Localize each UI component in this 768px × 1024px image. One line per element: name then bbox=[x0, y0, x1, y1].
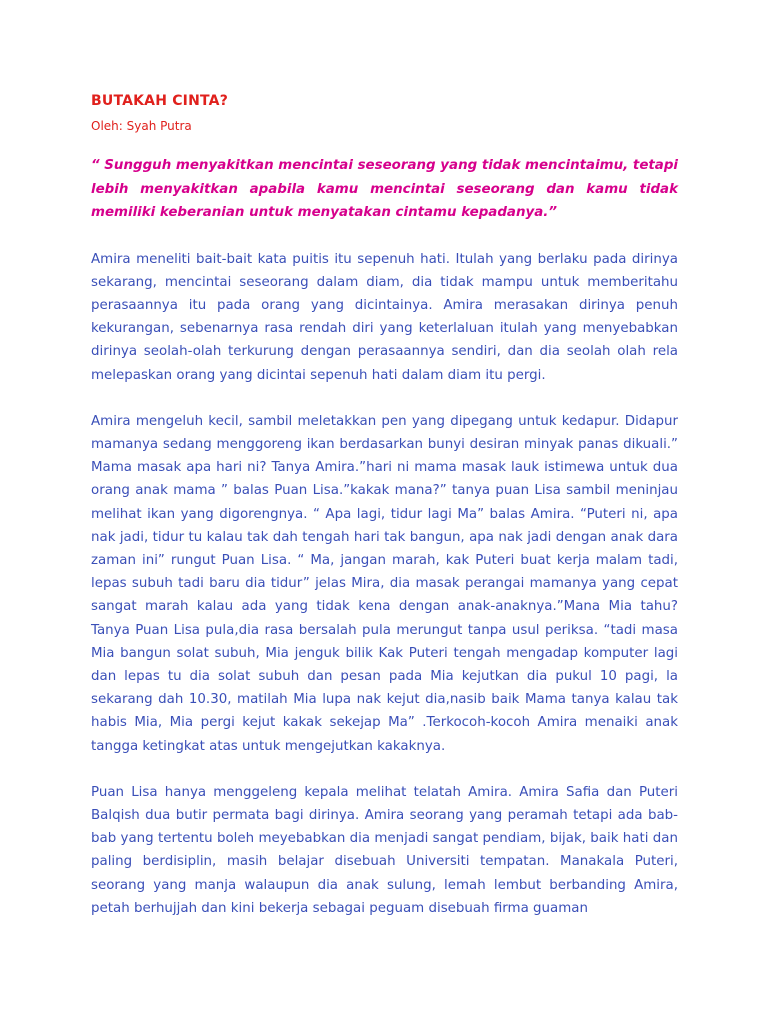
opening-quote: “ Sungguh menyakitkan mencintai seseorang yang tidak mencintaimu, tetapi lebih menyakitkan apabila kamu mencintai seseorang dan kamu tidak memiliki keberanian untuk menyatakan cintamu kepadanya.” bbox=[91, 158, 679, 220]
paragraph-1: Amira meneliti bait-bait kata puitis itu sepenuh hati. Itulah yang berlaku pada dirinya sekarang, mencintai seseorang dalam diam, dia tidak mampu untuk memberitahu perasaannya itu pada orang yang dicintainya. Amira merasakan dirinya penuh kekurangan, sebenarnya rasa rendah diri yang keterlaluan itulah yang menyebabkan dirinya seolah-olah terkurung dengan perasaannya sendiri, dan dia seolah olah rela melepaskan orang yang dicintai sepenuh hati dalam diam itu pergi. bbox=[91, 251, 678, 383]
document-page bbox=[91, 93, 678, 943]
paragraph-2: Amira mengeluh kecil, sambil meletakkan pen yang dipegang untuk kedapur. Didapur mamanya sedang menggoreng ikan berdasarkan bunyi desiran minyak panas dikuali.” Mama masak apa hari ni? Tanya Amira.”hari ni mama masak lauk istimewa untuk dua orang anak mama ” balas Puan Lisa.”kakak mana?” tanya puan Lisa sambil meninjau melihat ikan yang digorengnya. “ Apa lagi, tidur lagi Ma” balas Amira. “Puteri ni, apa nak jadi, tidur tu kalau tak dah tengah hari tak bangun, apa nak jadi dengan anak dara zaman ini” rungut Puan Lisa. “ Ma, jangan marah, kak Puteri buat kerja malam tadi, lepas subuh tadi baru dia tidur” jelas Mira, dia masak perangai mamanya yang cepat sangat marah kalau ada yang tidak kena dengan anak-anaknya.”Mana Mia tahu? Tanya Puan Lisa pula,dia rasa bersalah pula merungut tanpa usul periksa. “tadi masa Mia bangun solat subuh, Mia jenguk bilik Kak Puteri tengah mengadap komputer lagi dan lepas tu dia solat subuh dan pesan pada Mia kejutkan dia pukul 10 pagi, la sekarang dah 10.30, matilah Mia lupa nak kejut dia,nasib baik Mama tanya kalau tak habis Mia, Mia pergi kejut kakak sekejap Ma” .Terkocoh-kocoh Amira menaiki anak tangga ketingkat atas untuk mengejutkan kakaknya. bbox=[91, 413, 678, 754]
document-title: BUTAKAH CINTA? bbox=[91, 93, 229, 109]
paragraph-3: Puan Lisa hanya menggeleng kepala melihat telatah Amira. Amira Safia dan Puteri Balqish dua butir permata bagi dirinya. Amira seorang yang peramah tetapi ada bab-bab yang tertentu boleh meyebabkan dia menjadi sangat pendiam, bijak, baik hati dan paling berdisiplin, masih belajar disebuah Universiti tempatan. Manakala Puteri, seorang yang manja walaupun dia anak sulung, lemah lembut berbanding Amira, petah berhujjah dan kini bekerja sebagai peguam disebuah firma guaman bbox=[91, 784, 678, 916]
author-line: Oleh: Syah Putra bbox=[91, 119, 192, 133]
